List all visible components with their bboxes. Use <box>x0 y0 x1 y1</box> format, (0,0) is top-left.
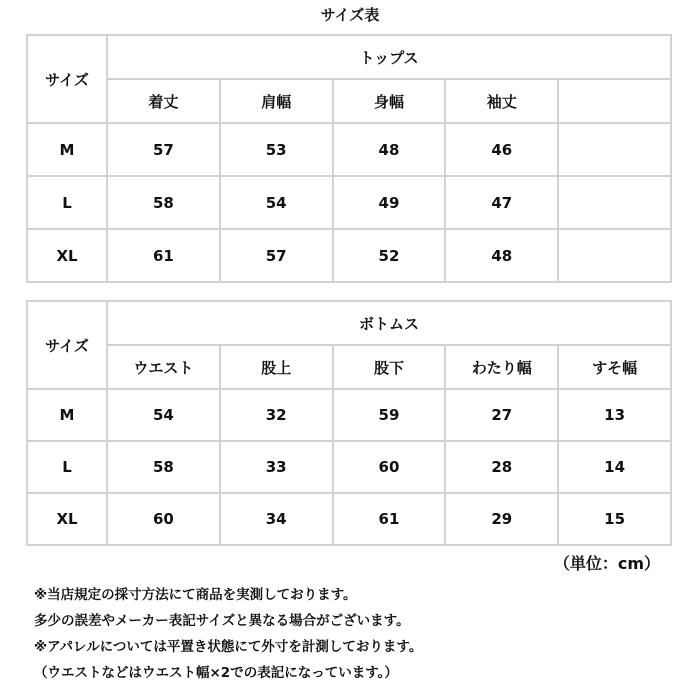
note-line: 多少の誤差やメーカー表記サイズと異なる場合がございます。 <box>34 613 410 629</box>
table-row <box>27 176 671 229</box>
size-label: M <box>27 389 107 441</box>
table-cell: 28 <box>445 441 558 493</box>
column-header: 股上 <box>220 345 333 389</box>
table-cell: 48 <box>333 123 446 176</box>
table-cell: 58 <box>107 441 220 493</box>
column-header: 袖丈 <box>445 79 558 123</box>
bottoms-size-table <box>26 300 672 546</box>
table-cell: 60 <box>333 441 446 493</box>
table-cell: 46 <box>445 123 558 176</box>
table-cell <box>558 123 671 176</box>
table-cell: 54 <box>220 176 333 229</box>
table-cell <box>558 176 671 229</box>
table-row <box>27 493 671 545</box>
table-cell: 60 <box>107 493 220 545</box>
size-label: L <box>27 441 107 493</box>
table-cell: 52 <box>333 229 446 282</box>
table-cell: 59 <box>333 389 446 441</box>
table-cell: 57 <box>220 229 333 282</box>
note-line: ※アパレルについては平置き状態にて外寸を計測しております。 <box>34 639 423 655</box>
table-row <box>27 441 671 493</box>
size-label: L <box>27 176 107 229</box>
column-header: 身幅 <box>333 79 446 123</box>
table-cell: 34 <box>220 493 333 545</box>
note-line: ※当店規定の採寸方法にて商品を実測しております。 <box>34 587 357 603</box>
table-cell: 49 <box>333 176 446 229</box>
column-header: 肩幅 <box>220 79 333 123</box>
size-header: サイズ <box>27 35 107 123</box>
size-label: M <box>27 123 107 176</box>
size-label: XL <box>27 493 107 545</box>
column-header <box>558 79 671 123</box>
table-cell <box>558 229 671 282</box>
table-cell: 57 <box>107 123 220 176</box>
table-row <box>27 229 671 282</box>
size-header: サイズ <box>27 301 107 389</box>
page-title: サイズ表 <box>320 6 380 24</box>
column-header: 着丈 <box>107 79 220 123</box>
group-header: トップス <box>107 35 671 79</box>
notes <box>34 582 422 686</box>
tops-size-table <box>26 34 672 283</box>
table-cell: 61 <box>107 229 220 282</box>
table-cell: 13 <box>558 389 671 441</box>
table-cell: 54 <box>107 389 220 441</box>
table-cell: 48 <box>445 229 558 282</box>
column-header: すそ幅 <box>558 345 671 389</box>
table-cell: 58 <box>107 176 220 229</box>
column-header: わたり幅 <box>445 345 558 389</box>
table-cell: 14 <box>558 441 671 493</box>
table-cell: 47 <box>445 176 558 229</box>
note-line: （ウエストなどはウエスト幅×2での表記になっています。） <box>34 665 398 681</box>
table-cell: 33 <box>220 441 333 493</box>
table-cell: 27 <box>445 389 558 441</box>
table-row <box>27 389 671 441</box>
column-header: ウエスト <box>107 345 220 389</box>
unit-label: （単位：cm） <box>553 554 660 573</box>
column-header: 股下 <box>333 345 446 389</box>
table-cell: 61 <box>333 493 446 545</box>
table-cell: 29 <box>445 493 558 545</box>
group-header: ボトムス <box>107 301 671 345</box>
table-cell: 32 <box>220 389 333 441</box>
table-row <box>27 123 671 176</box>
table-cell: 15 <box>558 493 671 545</box>
table-cell: 53 <box>220 123 333 176</box>
size-label: XL <box>27 229 107 282</box>
